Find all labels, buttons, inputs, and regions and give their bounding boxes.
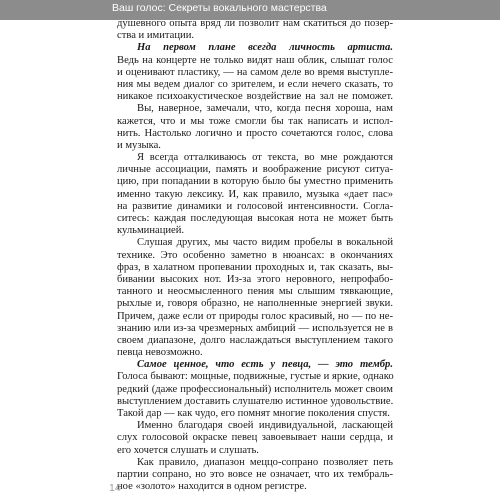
text-line: ства и имитации. <box>117 30 195 42</box>
text-line: нить. Настолько логично и просто сочетаются голос, слова <box>117 127 393 139</box>
text-line: технике. Это особенно заметно в нюансах: в окончаниях <box>117 249 393 261</box>
running-header <box>0 0 500 20</box>
text-line: душевного опыта вряд ли позволит нам скатиться до позер- <box>117 18 393 29</box>
text-line: бивании высоких нот. Из-за этого неровного, непрофабо- <box>117 273 393 285</box>
text-line: Причем, даже если от природы голос красивый, но — по не- <box>117 310 393 322</box>
emphasized-heading: Самое ценное, что есть у певца, — это тембр. <box>137 359 393 371</box>
text-line: редкий (даже профессиональный) исполнитель может своим <box>117 383 393 395</box>
text-line: Слушая других, мы часто видим пробелы в вокальной <box>137 237 393 249</box>
text-line: фраз, в халатном пропевании проходных и, так сказать, вы- <box>117 261 393 273</box>
text-line: никакое психоакустическое воздействие на зал не поможет. <box>117 91 393 103</box>
text-line: Вы, наверное, замечали, что, когда песня хороша, нам <box>137 103 393 115</box>
text-line: личные ассоциации, память и воображение рисуют ситуа- <box>117 164 393 176</box>
text-line: певца невозможно. <box>117 347 203 359</box>
text-line: ния мы ведем диалог со зрителем, и если нечего сказать, то <box>117 78 393 90</box>
text-line: Именно благодаря своей индивидуальной, ласкающей <box>137 420 393 432</box>
text-line: цию, при попадании в которую было бы уместно применить <box>117 176 393 188</box>
text-line: его хочется слушать и слушать. <box>117 444 259 456</box>
text-line: рыхлые и, говоря образно, не наполненные энергией звуки. <box>117 298 393 310</box>
text-line: Ведь на концерте не только видят наш облик, слышат голос <box>117 54 393 66</box>
text-line: именно такую лексику. И, как правило, музыка «дает пас» <box>117 188 393 200</box>
page-number: 14 <box>109 482 121 494</box>
text-line: ное «золото» находится в одном регистре. <box>117 481 307 493</box>
text-line: знанию или из-за чрезмерных амбиций — используется не в <box>117 322 393 334</box>
book-title: Ваш голос: Секреты вокального мастерства <box>112 2 327 14</box>
text-line: выступлением доставить слушателю истинное удовольствие. <box>117 395 394 407</box>
text-line: слух голосовой окраске певец завоевывает наши сердца, и <box>117 432 393 444</box>
text-line: Такой дар — как чудо, его помнят многие поколения спустя. <box>117 408 390 419</box>
text-line: партии сопрано, но это вовсе не означает, что их тембраль- <box>117 468 393 480</box>
text-line: Голоса бывают: мощные, подвижные, густые и яркие, однако <box>117 371 394 383</box>
text-line: на развитие динамики и голосовой интенсивности. Согла- <box>117 200 393 212</box>
text-line: Как правило, диапазон меццо-сопрано позволяет петь <box>137 456 393 468</box>
text-line: ситесь: каждая последующая высокая нота не может быть <box>117 213 393 224</box>
emphasized-heading: На первом плане всегда личность артиста. <box>137 42 393 54</box>
text-line: кульминацией. <box>117 225 185 237</box>
text-line: кажется, что и мы тоже смогли бы так написать и испол- <box>117 115 393 127</box>
text-line: своем диапазоне, долго наслаждаться выступлением такого <box>117 334 393 346</box>
text-line: и оценивают пластику, — на самом деле во время выступле- <box>117 66 393 78</box>
left-margin <box>0 20 104 500</box>
text-line: Я всегда отталкиваюсь от текста, во мне рождаются <box>137 152 393 164</box>
margin-divider <box>104 20 110 500</box>
body-text <box>117 18 393 493</box>
text-line: танного и неосмысленного пения мы слышим тявкающие, <box>117 286 393 298</box>
text-line: и музыка. <box>117 139 161 151</box>
